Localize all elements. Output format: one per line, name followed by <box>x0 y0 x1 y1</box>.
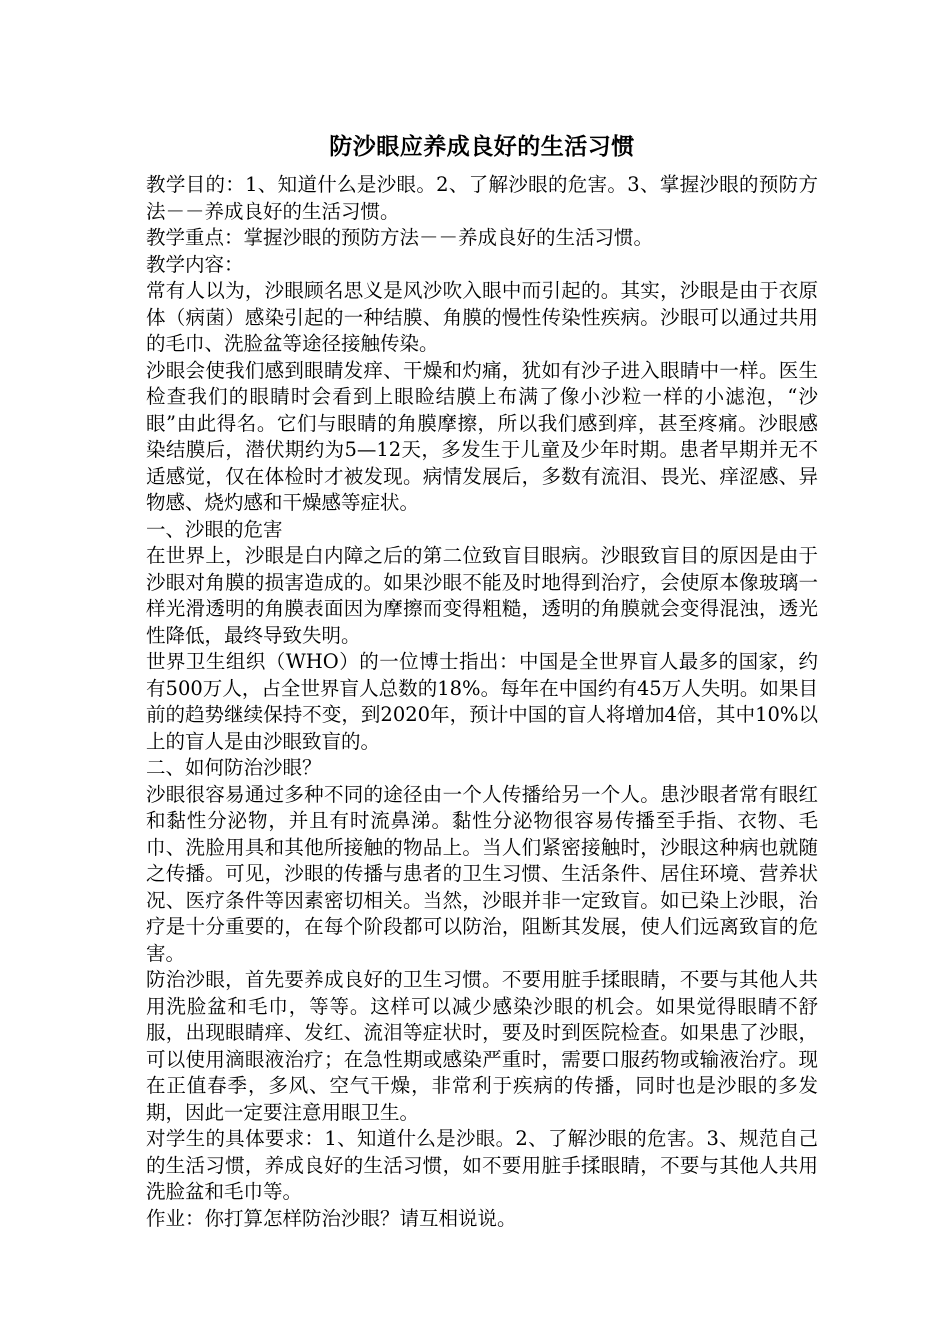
intro-paragraph: 常有人以为，沙眼顾名思义是风沙吹入眼中而引起的。其实，沙眼是由于衣原体（病菌）感染引起的一种结膜、角膜的慢性传染性疾病。沙眼可以通过共用的毛巾、洗脸盆等途径接触传染。 <box>146 279 818 355</box>
section-heading-harm: 一、沙眼的危害 <box>146 517 283 541</box>
symptoms-paragraph: 沙眼会使我们感到眼睛发痒、干燥和灼痛，犹如有沙子进入眼睛中一样。医生检查我们的眼睛时会看到上眼睑结膜上布满了像小沙粒一样的小滤泡，“沙眼”由此得名。它们与眼睛的角膜摩擦，所以我们感到痒，甚至疼痛。沙眼感染结膜后，潜伏期约为5—12天，多发生于儿童及少年时期。患者早期并无不适感觉，仅在体检时才被发现。病情发展后，多数有流泪、畏光、痒涩感、异物感、烧灼感和干燥感等症状。 <box>146 358 818 514</box>
prevention-paragraph: 防治沙眼，首先要养成良好的卫生习惯。不要用脏手揉眼睛，不要与其他人共用洗脸盆和毛巾，等等。这样可以减少感染沙眼的机会。如果觉得眼睛不舒服，出现眼睛痒、发红、流泪等症状时，要及时到医院检查。如果患了沙眼，可以使用滴眼液治疗；在急性期或感染严重时，需要口服药物或输液治疗。现在正值春季，多风、空气干燥，非常利于疾病的传播，同时也是沙眼的多发期，因此一定要注意用眼卫生。 <box>146 968 818 1124</box>
teaching-content-heading: 教学内容： <box>146 252 244 276</box>
document-body <box>146 128 818 1232</box>
document-title: 防沙眼应养成良好的生活习惯 <box>329 134 635 160</box>
homework: 作业：你打算怎样防治沙眼？请互相说说。 <box>146 1206 517 1230</box>
teaching-objectives: 教学目的：1、知道什么是沙眼。2、了解沙眼的危害。3、掌握沙眼的预防方法－－养成良好的生活习惯。 <box>146 173 818 223</box>
harm-paragraph: 在世界上，沙眼是白内障之后的第二位致盲目眼病。沙眼致盲目的原因是由于沙眼对角膜的损害造成的。如果沙眼不能及时地得到治疗，会使原本像玻璃一样光滑透明的角膜表面因为摩擦而变得粗糙，透明的角膜就会变得混浊，透光性降低，最终导致失明。 <box>146 544 818 647</box>
student-requirements: 对学生的具体要求：1、知道什么是沙眼。2、了解沙眼的危害。3、规范自己的生活习惯，养成良好的生活习惯，如不要用脏手揉眼睛，不要与其他人共用洗脸盆和毛巾等。 <box>146 1127 818 1203</box>
teaching-focus: 教学重点：掌握沙眼的预防方法－－养成良好的生活习惯。 <box>146 226 654 249</box>
transmission-paragraph: 沙眼很容易通过多种不同的途径由一个人传播给另一个人。患沙眼者常有眼红和黏性分泌物，并且有时流鼻涕。黏性分泌物很容易传播至手指、衣物、毛巾、洗脸用具和其他所接触的物品上。当人们紧密接触时，沙眼这种病也就随之传播。可见，沙眼的传播与患者的卫生习惯、生活条件、居住环境、营养状况、医疗条件等因素密切相关。当然，沙眼并非一定致盲。如已染上沙眼，治疗是十分重要的，在每个阶段都可以防治，阻断其发展，使人们远离致盲的危害。 <box>146 782 818 965</box>
who-statistics-paragraph: 世界卫生组织（WHO）的一位博士指出：中国是全世界盲人最多的国家，约有500万人，占全世界盲人总数的18%。每年在中国约有45万人失明。如果目前的趋势继续保持不变，到2020年，预计中国的盲人将增加4倍，其中10%以上的盲人是由沙眼致盲的。 <box>146 650 818 753</box>
section-heading-prevention: 二、如何防治沙眼？ <box>146 756 322 779</box>
